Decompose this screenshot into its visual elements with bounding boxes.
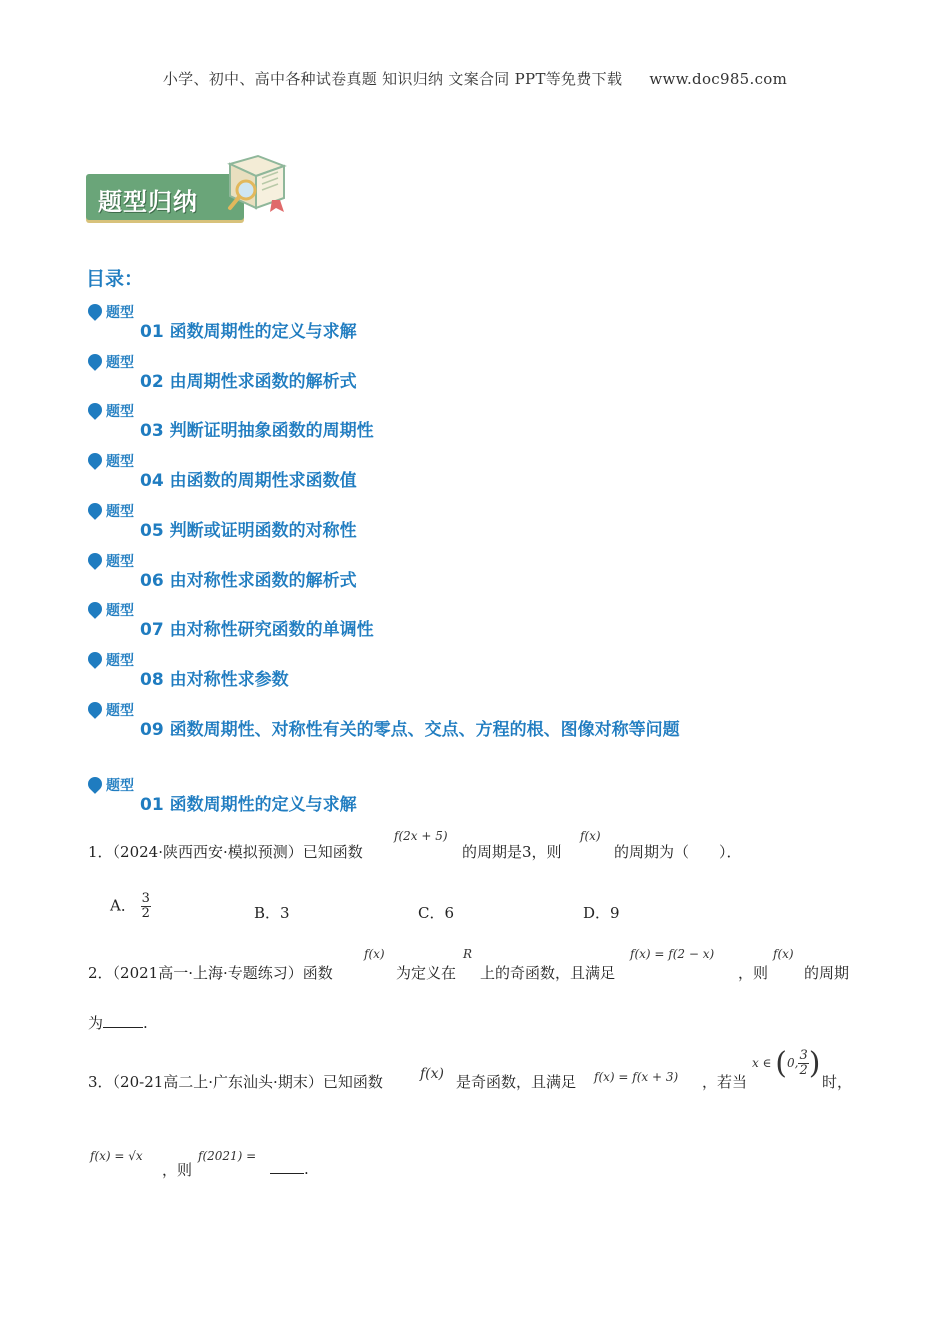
section-heading xyxy=(86,775,866,815)
toc-item-label: 04 由函数的周期性求函数值 xyxy=(140,471,357,491)
q3-expr3: x ∈ (0, $\frac{3}{2}$ ) xyxy=(752,1046,821,1081)
fraction-numerator: 3 xyxy=(799,1048,808,1063)
q3-expr2: f(x) = f(x + 3) xyxy=(594,1070,679,1084)
toc-item-06[interactable] xyxy=(86,551,866,591)
toc-item-label: 03 判断证明抽象函数的周期性 xyxy=(140,421,374,441)
q1-expr1: f(2x + 5) xyxy=(394,829,448,843)
toc-item-03[interactable] xyxy=(86,401,866,441)
q1-suffix: 的周期为（ ）． xyxy=(614,843,742,861)
book-magnifier-icon xyxy=(224,150,290,216)
q2-suffix: 的周期 xyxy=(804,964,850,982)
q2-line2-suffix: . xyxy=(143,1014,148,1032)
q2-prefix: 2．（2021高一·上海·专题练习）函数 xyxy=(88,964,333,982)
toc-item-label: 05 判断或证明函数的对称性 xyxy=(140,521,357,541)
q3-line2-suffix: . xyxy=(304,1160,309,1178)
toc-item-04[interactable] xyxy=(86,451,866,491)
toc-item-01[interactable] xyxy=(86,302,866,342)
toc-badge: 题型 xyxy=(106,653,134,669)
toc-item-label: 01 函数周期性的定义与求解 xyxy=(140,322,357,342)
banner-tag xyxy=(86,174,244,220)
q3-expr1: f(x) xyxy=(420,1066,445,1082)
toc-badge: 题型 xyxy=(106,355,134,371)
q1-option-a[interactable] xyxy=(110,892,151,921)
pin-icon xyxy=(85,599,105,619)
q2-expr3: f(x) = f(2 − x) xyxy=(630,947,715,961)
q2-mid1: 为定义在 xyxy=(396,964,457,982)
q1-mid: 的周期是3，则 xyxy=(462,843,562,861)
pin-icon xyxy=(85,550,105,570)
q1-expr2: f(x) xyxy=(580,829,601,843)
answer-blank[interactable] xyxy=(270,1159,304,1174)
q3-mid2: ，若当 xyxy=(702,1073,748,1091)
toc-item-label: 09 函数周期性、对称性有关的零点、交点、方程的根、图像对称等问题 xyxy=(140,720,680,740)
fraction-denominator: 2 xyxy=(141,906,150,921)
toc-badge: 题型 xyxy=(106,554,134,570)
question-1 xyxy=(88,841,363,862)
close-paren: ) xyxy=(808,1046,821,1081)
q1-option-d[interactable]: D．9 xyxy=(583,904,620,922)
toc-item-label: 07 由对称性研究函数的单调性 xyxy=(140,620,374,640)
q2-mid3: ，则 xyxy=(738,964,769,982)
toc-item-label: 02 由周期性求函数的解析式 xyxy=(140,372,357,392)
q3-suffix: 时， xyxy=(822,1073,853,1091)
toc-item-05[interactable] xyxy=(86,501,866,541)
q1-option-b[interactable]: B．3 xyxy=(254,904,290,922)
toc-badge: 题型 xyxy=(106,504,134,520)
q1-option-c[interactable]: C．6 xyxy=(418,904,455,922)
toc-item-02[interactable] xyxy=(86,352,866,392)
banner-title: 题型归纳 xyxy=(98,188,198,216)
open-paren: ( xyxy=(775,1046,788,1081)
q2-mid2: 上的奇函数，且满足 xyxy=(480,964,616,982)
section-badge: 题型 xyxy=(106,778,134,794)
page-header xyxy=(0,68,950,89)
header-text: 小学、初中、高中各种试卷真题 知识归纳 文案合同 PPT等免费下载 xyxy=(162,70,623,88)
pin-icon xyxy=(85,351,105,371)
toc-item-07[interactable] xyxy=(86,600,866,640)
pin-icon xyxy=(85,500,105,520)
option-a-label: A． xyxy=(110,896,136,915)
q2-line2 xyxy=(88,1012,148,1033)
option-a-fraction xyxy=(141,892,151,921)
toc-item-08[interactable] xyxy=(86,650,866,690)
toc-badge: 题型 xyxy=(106,404,134,420)
q3-answer xyxy=(270,1159,309,1178)
section-banner xyxy=(86,150,286,228)
q1-prefix: 1．（2024·陕西西安·模拟预测）已知函数 xyxy=(88,843,363,861)
pin-icon xyxy=(85,649,105,669)
toc-badge: 题型 xyxy=(106,454,134,470)
q3-line2-expr1: f(x) = √x xyxy=(90,1149,143,1163)
q3-mid1: 是奇函数，且满足 xyxy=(456,1073,577,1091)
q3-prefix: 3．（20-21高二上·广东汕头·期末）已知函数 xyxy=(88,1073,383,1091)
q2-expr4: f(x) xyxy=(773,947,794,961)
toc-badge: 题型 xyxy=(106,603,134,619)
pin-icon xyxy=(85,450,105,470)
toc-item-label: 08 由对称性求参数 xyxy=(140,670,289,690)
pin-icon xyxy=(85,774,105,794)
q2-expr2: R xyxy=(463,947,473,961)
q3-line2-expr2: f(2021) = xyxy=(198,1149,257,1163)
answer-blank[interactable] xyxy=(103,1013,143,1028)
toc-item-label: 06 由对称性求函数的解析式 xyxy=(140,571,357,591)
pin-icon xyxy=(85,400,105,420)
q3-line2-mid: ，则 xyxy=(162,1161,193,1179)
header-url[interactable]: www.doc985.com xyxy=(649,70,788,88)
section-label: 01 函数周期性的定义与求解 xyxy=(140,795,357,815)
fraction-denominator: 2 xyxy=(799,1063,808,1078)
toc-item-09[interactable] xyxy=(86,700,866,740)
toc-badge: 题型 xyxy=(106,703,134,719)
pin-icon xyxy=(85,699,105,719)
pin-icon xyxy=(85,301,105,321)
fraction-numerator: 3 xyxy=(141,891,150,906)
q3-fraction xyxy=(798,1049,808,1078)
toc-title: 目录： xyxy=(86,268,144,290)
toc-badge: 题型 xyxy=(106,305,134,321)
q2-expr1: f(x) xyxy=(364,947,385,961)
q2-line2-prefix: 为 xyxy=(88,1014,104,1032)
q3-expr3-pre: x ∈ xyxy=(752,1056,772,1070)
